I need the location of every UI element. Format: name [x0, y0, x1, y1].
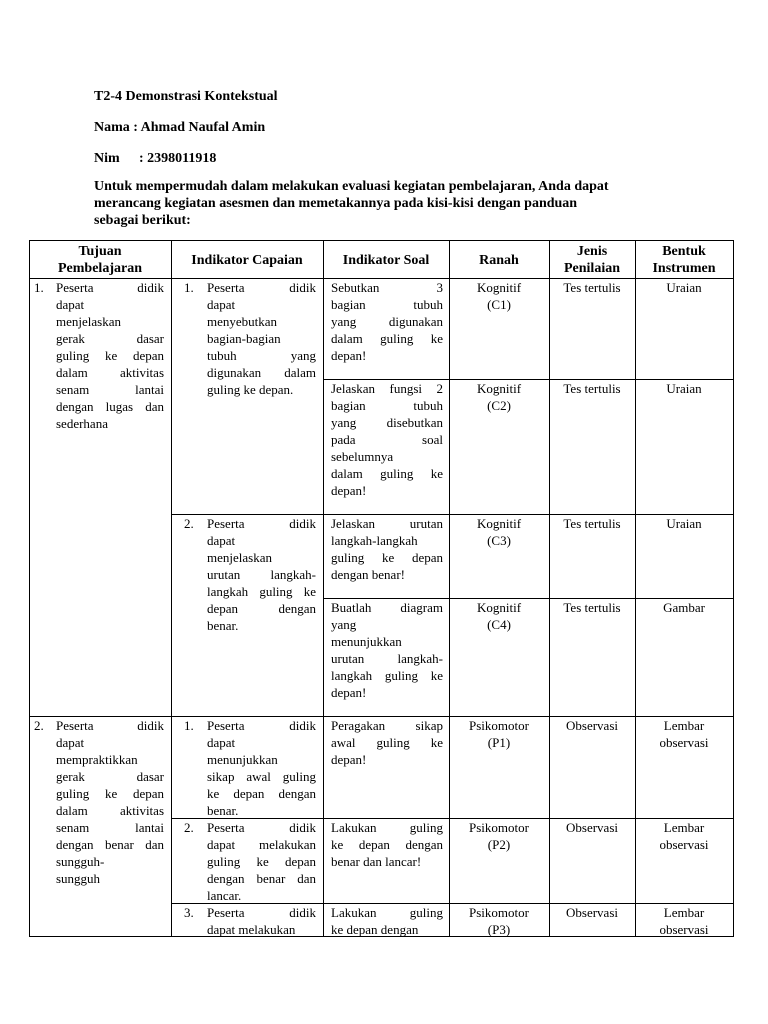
- word: ke: [331, 837, 344, 852]
- indikator-soal-text: [331, 734, 443, 751]
- word: Jelaskan: [331, 381, 376, 396]
- word: Sebutkan: [331, 280, 380, 295]
- ranah-text: (C4): [487, 617, 511, 632]
- header-bentuk-instrumen: Bentuk: [662, 244, 706, 259]
- word: didik: [137, 718, 164, 733]
- word: melakukan: [258, 837, 316, 852]
- jenis-penilaian-text: Tes tertulis: [563, 280, 621, 295]
- word: dalam: [56, 365, 88, 380]
- word: dalam: [56, 803, 88, 818]
- ranah-text: Psikomotor: [469, 905, 529, 920]
- word: depan: [132, 786, 164, 801]
- capaian-text: menunjukkan: [207, 752, 278, 767]
- name-line: Nama : Ahmad Naufal Amin: [94, 120, 266, 135]
- tujuan-text: menjelaskan: [56, 314, 121, 329]
- capaian-text: benar.: [207, 618, 239, 633]
- indikator-soal-text: langkah-langkah: [331, 533, 418, 548]
- header-tujuan: Tujuan: [78, 244, 122, 259]
- ranah-text: (C1): [487, 297, 511, 312]
- tujuan-text: sederhana: [56, 416, 108, 431]
- word: langkah: [207, 584, 249, 599]
- bentuk-instrumen-text: Uraian: [666, 280, 702, 295]
- tujuan-text: [56, 279, 164, 296]
- ranah-text: Psikomotor: [469, 718, 529, 733]
- bentuk-instrumen-text: observasi: [659, 837, 709, 852]
- tujuan-text: [56, 819, 164, 836]
- tujuan-number: 1.: [34, 280, 44, 295]
- indikator-soal-text: [331, 599, 443, 616]
- capaian-text: lancar.: [207, 888, 242, 903]
- word: didik: [289, 516, 316, 531]
- nim-label: Nim: [94, 151, 120, 166]
- word: yang: [290, 348, 316, 363]
- capaian-text: dapat melakukan: [207, 922, 296, 937]
- ranah-text: (C2): [487, 398, 511, 413]
- word: dan: [145, 837, 164, 852]
- word: dapat: [207, 837, 236, 852]
- capaian-number: 2.: [184, 820, 194, 835]
- indikator-soal-text: dengan benar!: [331, 567, 405, 582]
- word: didik: [289, 718, 316, 733]
- tujuan-text: [56, 398, 164, 415]
- word: dalam: [331, 466, 363, 481]
- word: depan: [358, 837, 390, 852]
- tujuan-text: sungguh: [56, 871, 101, 886]
- capaian-text: guling ke depan.: [207, 382, 294, 397]
- capaian-text: dapat: [207, 297, 236, 312]
- word: aktivitas: [119, 803, 164, 818]
- word: lugas: [105, 399, 134, 414]
- word: Peserta: [207, 718, 245, 733]
- capaian-number: 1.: [184, 280, 194, 295]
- word: pada: [331, 432, 356, 447]
- word: gerak: [56, 331, 85, 346]
- word: sikap: [207, 769, 235, 784]
- word: awal: [246, 769, 271, 784]
- word: urutan: [207, 567, 241, 582]
- word: langkah-: [397, 651, 443, 666]
- word: ke: [430, 668, 443, 683]
- jenis-penilaian-text: Observasi: [566, 718, 618, 733]
- indikator-soal-text: [331, 431, 443, 448]
- capaian-number: 3.: [184, 905, 194, 920]
- column-divider: [171, 240, 172, 936]
- tujuan-text: dapat: [56, 735, 85, 750]
- word: Peserta: [207, 516, 245, 531]
- word: tubuh: [413, 398, 443, 413]
- indikator-soal-text: [331, 380, 443, 397]
- word: Peserta: [56, 280, 94, 295]
- word: langkah: [331, 668, 373, 683]
- indikator-soal-text: depan!: [331, 348, 367, 363]
- ranah-text: (P2): [487, 837, 511, 852]
- indikator-soal-text: [331, 313, 443, 330]
- word: didik: [289, 820, 316, 835]
- word: senam: [56, 820, 90, 835]
- header-tujuan: Pembelajaran: [58, 261, 142, 276]
- word: urutan: [331, 651, 365, 666]
- word: yang: [331, 415, 357, 430]
- word: ke: [430, 466, 443, 481]
- bentuk-instrumen-text: Gambar: [663, 600, 705, 615]
- word: depan: [284, 854, 316, 869]
- tujuan-text: sungguh-: [56, 854, 105, 869]
- header-jenis-penilaian: Penilaian: [563, 261, 620, 276]
- indikator-soal-text: depan!: [331, 685, 367, 700]
- word: guling: [409, 905, 443, 920]
- word: dengan: [207, 871, 245, 886]
- word: ke: [430, 735, 443, 750]
- column-divider: [29, 240, 30, 936]
- ranah-text: Kognitif: [476, 381, 522, 396]
- word: guling: [56, 786, 90, 801]
- indikator-soal-text: yang: [331, 617, 357, 632]
- word: depan: [233, 786, 265, 801]
- word: guling: [259, 584, 293, 599]
- word: ke: [303, 584, 316, 599]
- tujuan-text: [56, 364, 164, 381]
- capaian-number: 2.: [184, 516, 194, 531]
- tujuan-text: [56, 717, 164, 734]
- capaian-text: menyebutkan: [207, 314, 278, 329]
- capaian-text: [207, 583, 316, 600]
- word: dan: [145, 399, 164, 414]
- word: tubuh: [413, 297, 443, 312]
- word: guling: [207, 854, 241, 869]
- word: Peserta: [56, 718, 94, 733]
- word: dasar: [136, 769, 164, 784]
- word: senam: [56, 382, 90, 397]
- indikator-soal-text: [331, 904, 443, 921]
- indikator-soal-text: menunjukkan: [331, 634, 402, 649]
- indikator-soal-text: [331, 819, 443, 836]
- word: urutan: [409, 516, 443, 531]
- word: depan: [132, 348, 164, 363]
- capaian-text: [207, 836, 316, 853]
- tujuan-text: [56, 836, 164, 853]
- word: bagian: [331, 297, 366, 312]
- word: dan: [297, 871, 316, 886]
- header-indikator-capaian: Indikator Capaian: [191, 253, 303, 268]
- capaian-text: menjelaskan: [207, 550, 272, 565]
- word: aktivitas: [119, 365, 164, 380]
- ranah-text: (C3): [487, 533, 511, 548]
- word: ke: [104, 786, 118, 801]
- indikator-soal-text: ke depan dengan: [331, 922, 419, 937]
- indikator-soal-text: [331, 296, 443, 313]
- word: yang: [331, 314, 357, 329]
- indikator-soal-text: [331, 549, 443, 566]
- word: dengan: [278, 786, 316, 801]
- indikator-soal-text: sebelumnya: [331, 449, 394, 464]
- intro-line: Untuk mempermudah dalam melakukan evaluasi kegiatan pembelajaran, Anda dapat: [94, 179, 609, 194]
- word: Buatlah: [331, 600, 372, 615]
- jenis-penilaian-text: Tes tertulis: [563, 600, 621, 615]
- indikator-soal-text: depan!: [331, 483, 367, 498]
- word: didik: [137, 280, 164, 295]
- word: guling: [380, 331, 414, 346]
- capaian-text: [207, 515, 316, 532]
- tujuan-number: 2.: [34, 718, 44, 733]
- capaian-text: bagian-bagian: [207, 331, 281, 346]
- document-title: T2-4 Demonstrasi Kontekstual: [94, 89, 278, 104]
- capaian-text: [207, 819, 316, 836]
- table-border-top: [29, 240, 734, 241]
- word: ke: [207, 786, 220, 801]
- word: guling: [380, 466, 414, 481]
- word: dasar: [136, 331, 164, 346]
- capaian-text: [207, 717, 316, 734]
- jenis-penilaian-text: Observasi: [566, 820, 618, 835]
- column-divider: [733, 240, 734, 936]
- word: guling: [376, 735, 410, 750]
- word: benar: [104, 837, 134, 852]
- word: awal: [331, 735, 356, 750]
- word: dengan: [56, 399, 94, 414]
- capaian-text: benar.: [207, 803, 239, 818]
- capaian-text: [207, 566, 316, 583]
- indikator-soal-text: [331, 414, 443, 431]
- capaian-text: [207, 768, 316, 785]
- bentuk-instrumen-text: observasi: [659, 922, 709, 937]
- ranah-text: Kognitif: [476, 600, 522, 615]
- nim-value: : 2398011918: [139, 151, 217, 166]
- bentuk-instrumen-text: Lembar: [663, 718, 705, 733]
- tujuan-text: [56, 785, 164, 802]
- capaian-text: [207, 364, 316, 381]
- word: dengan: [405, 837, 443, 852]
- bentuk-instrumen-text: Uraian: [666, 381, 702, 396]
- word: dengan: [56, 837, 94, 852]
- indikator-soal-text: [331, 650, 443, 667]
- intro-line: sebagai berikut:: [94, 213, 191, 228]
- word: ke: [256, 854, 269, 869]
- word: ke: [381, 550, 395, 565]
- tujuan-text: mempraktikkan: [56, 752, 138, 767]
- word: didik: [289, 280, 316, 295]
- bentuk-instrumen-text: observasi: [659, 735, 709, 750]
- word: lantai: [135, 382, 164, 397]
- word: langkah-: [270, 567, 316, 582]
- column-divider: [323, 240, 324, 936]
- word: sikap: [415, 718, 443, 733]
- word: dalam: [284, 365, 316, 380]
- capaian-text: dapat: [207, 533, 236, 548]
- word: dalam: [331, 331, 363, 346]
- word: soal: [422, 432, 443, 447]
- capaian-text: [207, 785, 316, 802]
- word: Peserta: [207, 820, 245, 835]
- ranah-text: Kognitif: [476, 280, 522, 295]
- word: guling: [409, 820, 443, 835]
- indikator-soal-text: benar dan lancar!: [331, 854, 422, 869]
- bentuk-instrumen-text: Uraian: [666, 516, 702, 531]
- header-bentuk-instrumen: Instrumen: [652, 261, 716, 276]
- word: gerak: [56, 769, 85, 784]
- word: Jelaskan: [331, 516, 376, 531]
- word: guling: [331, 550, 365, 565]
- header-ranah: Ranah: [479, 253, 519, 268]
- word: ke: [104, 348, 118, 363]
- word: dengan: [278, 601, 316, 616]
- word: depan: [411, 550, 443, 565]
- word: digunakan: [207, 365, 262, 380]
- tujuan-text: [56, 347, 164, 364]
- word: lantai: [135, 820, 164, 835]
- word: digunakan: [388, 314, 443, 329]
- jenis-penilaian-text: Tes tertulis: [563, 516, 621, 531]
- indikator-soal-text: [331, 397, 443, 414]
- word: 2: [436, 381, 443, 396]
- capaian-text: dapat: [207, 735, 236, 750]
- tujuan-text: [56, 768, 164, 785]
- word: Lakukan: [331, 905, 377, 920]
- bentuk-instrumen-text: Lembar: [663, 820, 705, 835]
- indikator-soal-text: [331, 836, 443, 853]
- word: Peragakan: [331, 718, 386, 733]
- word: Lakukan: [331, 820, 377, 835]
- capaian-text: [207, 904, 316, 921]
- word: depan: [207, 601, 239, 616]
- word: disebutkan: [386, 415, 443, 430]
- word: guling: [384, 668, 419, 683]
- word: guling: [56, 348, 90, 363]
- jenis-penilaian-text: Tes tertulis: [563, 381, 621, 396]
- ranah-text: Psikomotor: [469, 820, 529, 835]
- tujuan-text: [56, 330, 164, 347]
- capaian-text: [207, 600, 316, 617]
- indikator-soal-text: [331, 667, 443, 684]
- indikator-soal-text: depan!: [331, 752, 367, 767]
- word: diagram: [400, 600, 443, 615]
- word: bagian: [331, 398, 366, 413]
- tujuan-text: [56, 381, 164, 398]
- header-jenis-penilaian: Jenis: [576, 244, 608, 259]
- intro-line: merancang kegiatan asesmen dan memetakannya pada kisi-kisi dengan panduan: [94, 196, 578, 211]
- ranah-text: (P1): [487, 735, 511, 750]
- ranah-text: (P3): [487, 922, 511, 937]
- word: tubuh: [207, 348, 237, 363]
- capaian-number: 1.: [184, 718, 194, 733]
- tujuan-text: [56, 802, 164, 819]
- tujuan-text: dapat: [56, 297, 85, 312]
- indikator-soal-text: [331, 465, 443, 482]
- header-indikator-soal: Indikator Soal: [342, 253, 430, 268]
- indikator-soal-text: [331, 515, 443, 532]
- word: ke: [430, 331, 443, 346]
- capaian-text: [207, 870, 316, 887]
- capaian-text: [207, 853, 316, 870]
- word: guling: [282, 769, 316, 784]
- word: Peserta: [207, 280, 245, 295]
- capaian-text: [207, 347, 316, 364]
- capaian-text: [207, 279, 316, 296]
- indikator-soal-text: [331, 279, 443, 296]
- word: Peserta: [207, 905, 245, 920]
- indikator-soal-text: [331, 330, 443, 347]
- word: fungsi: [389, 381, 423, 396]
- word: 3: [436, 280, 443, 295]
- ranah-text: Kognitif: [476, 516, 522, 531]
- jenis-penilaian-text: Observasi: [566, 905, 618, 920]
- indikator-soal-text: [331, 717, 443, 734]
- word: benar: [256, 871, 286, 886]
- word: didik: [289, 905, 316, 920]
- bentuk-instrumen-text: Lembar: [663, 905, 705, 920]
